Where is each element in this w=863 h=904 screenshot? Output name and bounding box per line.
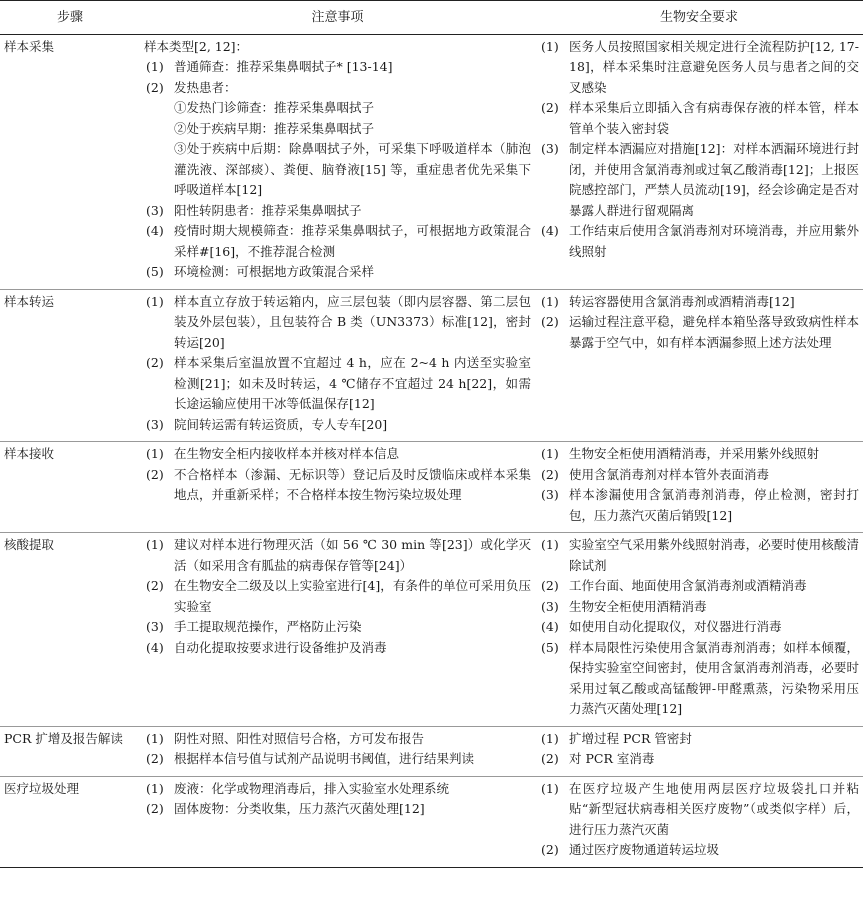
item-text: ③处于疾病中后期：除鼻咽拭子外，可采集下呼吸道样本（肺泡灌洗液、深部痰）、粪便、脑脊液[15] 等，重症患者优先采集下呼吸道样本[12] [174, 141, 531, 197]
item-text: 生物安全柜使用酒精消毒，并采用紫外线照射 [569, 446, 820, 461]
item-text: 院间转运需有转运资质，专人专车[20] [174, 416, 388, 432]
list-item [539, 139, 859, 221]
list-item [144, 799, 531, 820]
notes-list [144, 729, 531, 770]
item-text: 通过医疗废物通道转运垃圾 [569, 842, 720, 857]
biosafety-list [539, 729, 859, 770]
step-cell: 核酸提取 [0, 533, 140, 727]
item-text: 样本采集后立即插入含有病毒保存液的样本管，样本管单个装入密封袋 [569, 100, 859, 136]
item-text: 固体废物：分类收集，压力蒸汽灭菌处理[12] [174, 801, 425, 816]
biosafety-cell [535, 726, 863, 776]
item-number: (2) [146, 466, 164, 482]
item-text: 在医疗垃圾产生地使用两层医疗垃圾袋扎口并粘贴“新型冠状病毒相关医疗废物”（或类似字样）后，进行压力蒸汽灭菌 [569, 780, 859, 837]
item-text: 样本局限性污染使用含氯消毒剂消毒；如样本倾覆，保持实验室空间密封，使用含氯消毒剂消毒，必要时采用过氧乙酸或高锰酸钾-甲醛熏蒸，污染物采用压力蒸汽灭菌处理[12] [569, 639, 859, 716]
list-item [144, 57, 531, 78]
notes-cell [140, 776, 535, 867]
notes-cell [140, 289, 535, 442]
item-number: (2) [541, 751, 559, 766]
item-number: (3) [146, 619, 164, 634]
table-row [0, 442, 863, 533]
item-number: (2) [146, 79, 164, 95]
list-item [144, 221, 531, 262]
list-item [144, 139, 531, 201]
item-number: (2) [541, 100, 559, 115]
item-text: 工作结束后使用含氯消毒剂对环境消毒，并应用紫外线照射 [569, 223, 859, 259]
item-number: (3) [146, 202, 164, 218]
table-body [0, 34, 863, 867]
item-number: (4) [146, 223, 164, 238]
item-number: (3) [541, 487, 559, 502]
biosafety-cell [535, 34, 863, 289]
header-step: 步骤 [0, 1, 140, 35]
notes-list [144, 779, 531, 820]
table-row [0, 726, 863, 776]
item-text: 在生物安全柜内接收样本并核对样本信息 [174, 446, 400, 461]
item-text: 生物安全柜使用酒精消毒 [569, 598, 707, 614]
item-number: (1) [146, 446, 164, 461]
list-item [539, 98, 859, 139]
item-text: 样本直立存放于转运箱内，应三层包装（即内层容器、第二层包装及外层包装），且包装符合 B 类（UN3373）标准[12]，密封转运[20] [174, 293, 531, 350]
list-item [539, 638, 859, 720]
item-number: (2) [146, 801, 164, 816]
list-item [539, 292, 859, 313]
item-text: ②处于疾病早期：推荐采集鼻咽拭子 [174, 120, 375, 136]
header-biosafety: 生物安全要求 [535, 1, 863, 35]
list-item [144, 119, 531, 140]
item-number: (1) [541, 446, 559, 461]
item-number: (4) [541, 619, 559, 634]
item-text: 医务人员按照国家相关规定进行全流程防护[12, 17-18]，样本采集时注意避免医务人员与患者之间的交叉感染 [569, 38, 859, 95]
list-item [539, 729, 859, 750]
item-number: (1) [541, 780, 559, 796]
list-item [144, 78, 531, 99]
table-row [0, 776, 863, 867]
list-item [144, 617, 531, 638]
item-text: 环境检测：可根据地方政策混合采样 [174, 264, 375, 279]
list-item [144, 262, 531, 283]
list-item [144, 415, 531, 436]
item-text: 工作台面、地面使用含氯消毒剂或酒精消毒 [569, 578, 807, 593]
list-item [539, 465, 859, 486]
item-number: (4) [146, 639, 164, 655]
list-item [539, 37, 859, 99]
list-item [144, 576, 531, 617]
step-cell: 医疗垃圾处理 [0, 776, 140, 867]
item-number: (5) [146, 264, 164, 279]
list-item [539, 312, 859, 353]
step-cell: PCR 扩增及报告解读 [0, 726, 140, 776]
notes-cell [140, 34, 535, 289]
biosafety-cell [535, 776, 863, 867]
item-text: 根据样本信号值与试剂产品说明书阈值，进行结果判读 [174, 751, 475, 766]
item-text: 疫情时期大规模筛查：推荐采集鼻咽拭子，可根据地方政策混合采样#[16]，不推荐混合检测 [174, 223, 531, 259]
item-number: (2) [541, 466, 559, 482]
item-text: 废液：化学或物理消毒后，排入实验室水处理系统 [174, 780, 450, 796]
item-text: 样本采集后室温放置不宜超过 4 h，应在 2~4 h 内送至实验室检测[21]；如未及时转运，4 ℃储存不宜超过 24 h[22]，如需长途运输应使用干冰等低温保存[12] [174, 355, 531, 411]
item-number: (1) [146, 780, 164, 796]
item-number: (1) [146, 537, 164, 552]
list-item [144, 292, 531, 354]
list-item [144, 98, 531, 119]
item-number: (1) [146, 293, 164, 309]
list-item [539, 444, 859, 465]
item-number: (5) [541, 639, 559, 655]
list-item [144, 638, 531, 659]
item-text: 如使用自动化提取仪，对仪器进行消毒 [569, 619, 782, 634]
list-item [144, 37, 531, 58]
item-number: (1) [541, 730, 559, 746]
item-text: 转运容器使用含氯消毒剂或酒精消毒[12] [569, 293, 795, 309]
list-item [539, 749, 859, 770]
biosafety-cell [535, 289, 863, 442]
item-text: 发热患者： [174, 79, 237, 95]
biosafety-list [539, 535, 859, 720]
item-text: 手工提取规范操作，严格防止污染 [174, 619, 362, 634]
item-number: (4) [541, 223, 559, 238]
table-row [0, 533, 863, 727]
table-row [0, 34, 863, 289]
biosafety-cell [535, 533, 863, 727]
biosafety-list [539, 292, 859, 354]
list-item [144, 201, 531, 222]
item-text: 制定样本洒漏应对措施[12]：对样本洒漏环境进行封闭，并使用含氯消毒剂或过氧乙酸消毒[12]；上报医院感控部门，严禁人员流动[19]，经会诊确定是否对暴露人群进行留观隔离 [569, 141, 859, 218]
item-text: 样本渗漏使用含氯消毒剂消毒，停止检测，密封打包，压力蒸汽灭菌后销毁[12] [569, 487, 859, 523]
item-number: (2) [146, 578, 164, 593]
step-cell: 样本接收 [0, 442, 140, 533]
item-number: (3) [146, 416, 164, 432]
item-text: 在生物安全二级及以上实验室进行[4]，有条件的单位可采用负压实验室 [174, 578, 531, 614]
item-text: 阴性对照、阳性对照信号合格，方可发布报告 [174, 730, 425, 746]
list-item [144, 444, 531, 465]
list-item [144, 779, 531, 800]
biosafety-list [539, 779, 859, 861]
item-text: 运输过程注意平稳，避免样本箱坠落导致致病性样本暴露于空气中，如有样本洒漏参照上述方法处理 [569, 314, 859, 350]
list-item [539, 535, 859, 576]
list-item [539, 597, 859, 618]
notes-cell [140, 533, 535, 727]
list-item [539, 779, 859, 841]
item-number: (1) [541, 293, 559, 309]
list-item [144, 535, 531, 576]
notes-list [144, 535, 531, 658]
item-text: 样本类型[2, 12]： [144, 38, 249, 54]
list-item [539, 221, 859, 262]
item-text: 自动化提取按要求进行设备维护及消毒 [174, 639, 387, 655]
notes-list [144, 37, 531, 283]
list-item [539, 617, 859, 638]
item-text: ①发热门诊筛查：推荐采集鼻咽拭子 [174, 100, 375, 115]
item-number: (3) [541, 598, 559, 614]
table-header [0, 1, 863, 35]
item-text: 普通筛查：推荐采集鼻咽拭子* [13-14] [174, 59, 393, 74]
item-number: (1) [146, 59, 164, 74]
notes-cell [140, 442, 535, 533]
list-item [144, 729, 531, 750]
biosafety-cell [535, 442, 863, 533]
notes-list [144, 444, 531, 506]
item-number: (2) [541, 842, 559, 857]
list-item [144, 749, 531, 770]
list-item [144, 353, 531, 415]
item-text: 实验室空气采用紫外线照射消毒，必要时使用核酸清除试剂 [569, 537, 859, 573]
item-text: 使用含氯消毒剂对样本管外表面消毒 [569, 466, 770, 482]
item-number: (3) [541, 141, 559, 156]
table-row [0, 289, 863, 442]
list-item [539, 576, 859, 597]
item-number: (2) [541, 314, 559, 329]
list-item [539, 485, 859, 526]
item-text: 不合格样本（渗漏、无标识等）登记后及时反馈临床或样本采集地点，并重新采样；不合格样本按生物污染垃圾处理 [174, 466, 531, 502]
item-text: 对 PCR 室消毒 [569, 751, 655, 766]
item-text: 建议对样本进行物理灭活（如 56 ℃ 30 min 等[23]）或化学灭活（如采用含有胍盐的病毒保存管等[24]） [174, 537, 531, 573]
item-text: 阳性转阴患者：推荐采集鼻咽拭子 [174, 202, 362, 218]
item-number: (1) [146, 730, 164, 746]
item-number: (2) [146, 751, 164, 766]
notes-list [144, 292, 531, 436]
list-item [539, 840, 859, 861]
item-number: (2) [541, 578, 559, 593]
biosafety-list [539, 37, 859, 263]
step-cell: 样本采集 [0, 34, 140, 289]
list-item [144, 465, 531, 506]
step-cell: 样本转运 [0, 289, 140, 442]
item-number: (1) [541, 38, 559, 54]
biosafety-list [539, 444, 859, 526]
item-number: (1) [541, 537, 559, 552]
item-text: 扩增过程 PCR 管密封 [569, 730, 692, 746]
header-notes: 注意事项 [140, 1, 535, 35]
item-number: (2) [146, 355, 164, 370]
notes-cell [140, 726, 535, 776]
